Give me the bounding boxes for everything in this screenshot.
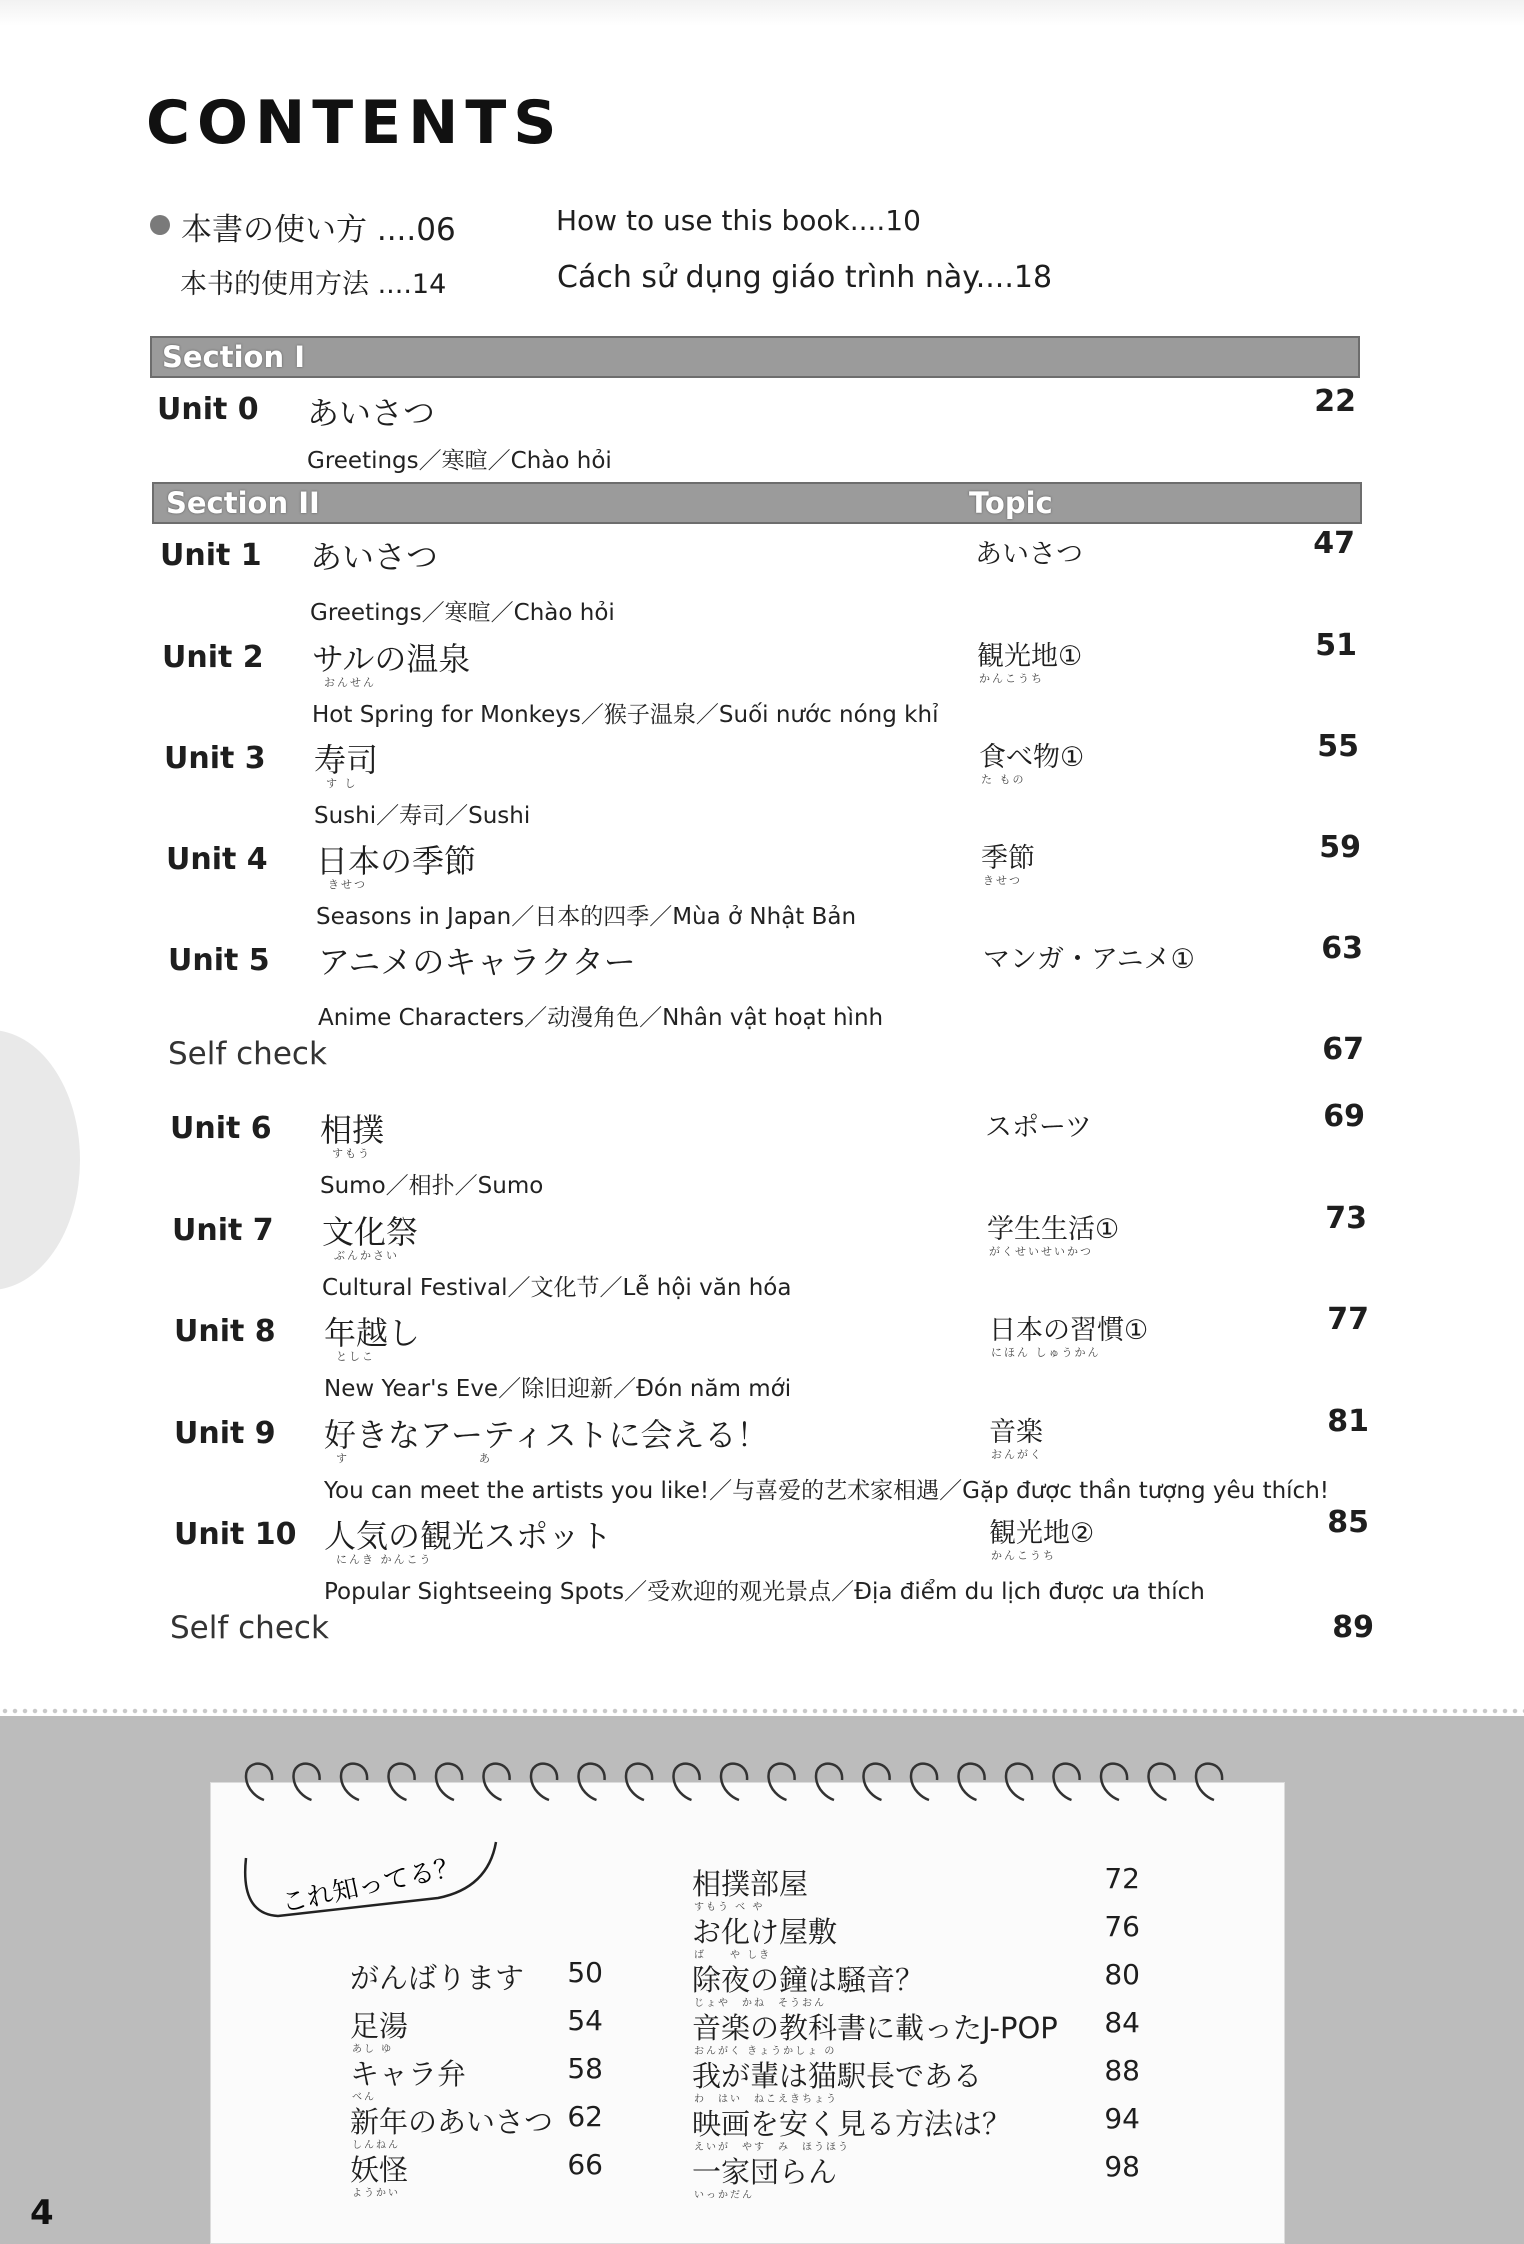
unit-page: 81 xyxy=(1327,1404,1369,1439)
unit-title-ruby: にんき かんこう xyxy=(336,1553,433,1566)
unit-topic: 観光地② xyxy=(989,1518,1095,1549)
box-left-item-page: 54 xyxy=(567,2004,603,2037)
unit-page: 55 xyxy=(1317,729,1359,764)
spiral-ring xyxy=(816,1764,842,1800)
unit-label: Unit 0 xyxy=(157,392,259,427)
unit-title: あいさつ xyxy=(310,538,439,576)
unit-subtitle: Sumo／相扑／Sumo xyxy=(320,1173,544,1199)
unit-label: Unit 9 xyxy=(174,1416,276,1451)
unit-label: Unit 4 xyxy=(166,842,268,877)
unit-label: Unit 3 xyxy=(164,741,266,776)
box-right-item: 相撲部屋 xyxy=(692,1867,809,1901)
unit-topic: 観光地① xyxy=(977,641,1083,672)
unit-title: 寿司 xyxy=(314,741,379,779)
self-check-1: Self check xyxy=(168,1036,327,1072)
unit-topic-ruby: かんこうち xyxy=(979,672,1044,685)
box-left-item: キャラ弁 xyxy=(350,2057,467,2091)
unit-subtitle: Greetings／寒暄／Chào hỏi xyxy=(307,448,612,474)
intro-en-link: How to use this book....10 xyxy=(556,204,921,237)
unit-topic-ruby: きせつ xyxy=(983,874,1022,887)
unit-topic: 食べ物① xyxy=(979,742,1085,773)
unit-topic-ruby: おんがく xyxy=(991,1448,1043,1461)
spiral-ring xyxy=(294,1764,320,1800)
unit-topic-ruby: にほん しゅうかん xyxy=(991,1346,1101,1359)
spiral-binding-icon xyxy=(230,1750,1250,1820)
spiral-ring xyxy=(1006,1764,1032,1800)
box-right-item: 除夜の鐘は騒音？ xyxy=(692,1963,925,1997)
self-check-1-page: 67 xyxy=(1322,1032,1364,1067)
box-left-item-page: 66 xyxy=(567,2148,603,2181)
spiral-ring xyxy=(626,1764,652,1800)
unit-topic: 季節 xyxy=(981,843,1035,874)
intro-ja-link: 本書の使い方 ....06 xyxy=(181,212,456,248)
intro-zh-link: 本书的使用方法 ....14 xyxy=(180,269,447,300)
section2-bar xyxy=(152,482,1362,524)
spiral-ring xyxy=(1196,1764,1222,1800)
unit-title: 年越し xyxy=(324,1314,421,1352)
unit-label: Unit 5 xyxy=(168,943,270,978)
unit-title: 好きなアーティストに会える！ xyxy=(324,1416,769,1454)
spiral-ring xyxy=(1101,1764,1127,1800)
page-top-edge xyxy=(0,0,1524,26)
spiral-ring xyxy=(674,1764,700,1800)
unit-subtitle: Seasons in Japan／日本的四季／Mùa ở Nhật Bản xyxy=(316,904,857,930)
unit-page: 69 xyxy=(1323,1099,1365,1134)
box-left-item: 妖怪 xyxy=(350,2153,409,2187)
box-heading: これ知ってる？ xyxy=(278,1850,463,1918)
spiral-ring xyxy=(389,1764,415,1800)
topic-label: Topic xyxy=(969,486,1053,520)
spiral-ring xyxy=(531,1764,557,1800)
box-right-item-page: 84 xyxy=(1104,2006,1140,2039)
unit-subtitle: New Year's Eve／除旧迎新／Đón năm mới xyxy=(324,1376,792,1402)
unit-label: Unit 6 xyxy=(170,1111,272,1146)
unit-title: サルの温泉 xyxy=(312,640,471,678)
spiral-ring xyxy=(911,1764,937,1800)
box-right-item-ruby: じょや かね そうおん xyxy=(694,1998,826,2009)
box-right-item: お化け屋敷 xyxy=(692,1915,838,1949)
unit-page: 85 xyxy=(1327,1505,1369,1540)
heading-bubble-icon xyxy=(238,1836,508,1936)
unit-label: Unit 7 xyxy=(172,1213,274,1248)
unit-title-ruby: すもう xyxy=(332,1147,371,1160)
spiral-ring xyxy=(864,1764,890,1800)
box-right-item-page: 76 xyxy=(1104,1910,1140,1943)
box-left-item-page: 50 xyxy=(567,1956,603,1989)
unit-subtitle: Hot Spring for Monkeys／猴子温泉／Suối nước nóng khỉ xyxy=(312,702,939,728)
box-left-item: 足湯 xyxy=(350,2009,409,2043)
spiral-ring xyxy=(769,1764,795,1800)
box-right-item-page: 88 xyxy=(1104,2054,1140,2087)
unit-title-ruby: きせつ xyxy=(328,878,367,891)
box-left-item-ruby: ようかい xyxy=(352,2188,400,2199)
box-right-item-ruby: おんがく きょうかしょ の xyxy=(694,2046,837,2057)
box-right-item-page: 94 xyxy=(1104,2102,1140,2135)
box-right-item-ruby: いっかだん xyxy=(694,2190,754,2201)
unit-subtitle: Cultural Festival／文化节／Lễ hội văn hóa xyxy=(322,1275,792,1301)
spiral-ring xyxy=(959,1764,985,1800)
page-edge-shadow xyxy=(0,1030,80,1290)
unit-topic-ruby: た もの xyxy=(981,773,1026,786)
box-right-item: 一家団らん xyxy=(692,2155,838,2189)
unit-title: アニメのキャラクター xyxy=(318,943,636,981)
spiral-ring xyxy=(1149,1764,1175,1800)
unit-label: Unit 8 xyxy=(174,1314,276,1349)
unit-topic: 音楽 xyxy=(989,1417,1043,1448)
spiral-ring xyxy=(436,1764,462,1800)
box-left-item-page: 62 xyxy=(567,2100,603,2133)
box-right-item-ruby: ば や しき xyxy=(694,1950,772,1961)
intro-vi-link: Cách sử dụng giáo trình này....18 xyxy=(557,260,1053,295)
unit-title: あいさつ xyxy=(307,394,436,432)
unit-topic-ruby: かんこうち xyxy=(991,1549,1056,1562)
unit-page: 77 xyxy=(1327,1302,1369,1337)
spiral-ring xyxy=(1054,1764,1080,1800)
unit-subtitle: Anime Characters／动漫角色／Nhân vật hoạt hình xyxy=(318,1005,884,1031)
unit-subtitle: Sushi／寿司／Sushi xyxy=(314,803,531,829)
unit-title: 日本の季節 xyxy=(316,842,477,880)
unit-title-ruby: としこ xyxy=(336,1350,375,1363)
unit-title-ruby: おんせん xyxy=(324,676,376,689)
unit-topic: スポーツ xyxy=(985,1112,1092,1143)
unit-subtitle: Popular Sightseeing Spots／受欢迎的观光景点／Địa điểm du lịch được ưa thích xyxy=(324,1579,1205,1605)
unit-title-ruby: す し xyxy=(326,777,358,790)
section1-label: Section I xyxy=(162,340,306,374)
section1-bar xyxy=(150,336,1360,378)
unit-topic: マンガ・アニメ① xyxy=(983,944,1195,975)
unit-subtitle: Greetings／寒暄／Chào hỏi xyxy=(310,600,615,626)
spiral-ring xyxy=(579,1764,605,1800)
box-right-item-page: 98 xyxy=(1104,2150,1140,2183)
spiral-ring xyxy=(246,1764,272,1800)
unit-label: Unit 2 xyxy=(162,640,264,675)
spiral-ring xyxy=(341,1764,367,1800)
unit-page: 22 xyxy=(1314,384,1356,419)
unit-subtitle: You can meet the artists you like!／与喜爱的艺术家相遇／Gặp được thần tượng yêu thích! xyxy=(324,1478,1329,1504)
box-right-item-ruby: すもう べ や xyxy=(694,1902,765,1913)
box-right-item-ruby: えいが やす み ほうほう xyxy=(694,2142,850,2153)
unit-label: Unit 1 xyxy=(160,538,262,573)
unit-page: 59 xyxy=(1319,830,1361,865)
box-right-item-page: 72 xyxy=(1104,1862,1140,1895)
page-number: 4 xyxy=(30,2193,54,2233)
bullet-icon xyxy=(150,215,170,235)
unit-title: 相撲 xyxy=(320,1111,385,1149)
box-left-item-page: 58 xyxy=(567,2052,603,2085)
unit-title-ruby: ぶんかさい xyxy=(334,1249,399,1262)
section2-label: Section II xyxy=(166,486,320,520)
unit-topic: あいさつ xyxy=(975,539,1083,570)
box-left-item: がんばります xyxy=(350,1961,525,1995)
unit-title: 人気の観光スポット xyxy=(324,1517,613,1555)
unit-title: 文化祭 xyxy=(322,1213,419,1251)
spiral-ring xyxy=(484,1764,510,1800)
page-title: CONTENTS xyxy=(146,88,564,158)
unit-topic-ruby: がくせいせいかつ xyxy=(989,1245,1093,1258)
spiral-ring xyxy=(721,1764,747,1800)
unit-page: 63 xyxy=(1321,931,1363,966)
box-left-item-ruby: べん xyxy=(352,2092,376,2103)
unit-label: Unit 10 xyxy=(174,1517,297,1552)
box-right-item: 音楽の教科書に載ったJ-POP xyxy=(692,2011,1058,2045)
box-left-item: 新年のあいさつ xyxy=(350,2105,554,2139)
unit-title-ruby: す あ xyxy=(336,1452,492,1465)
unit-page: 51 xyxy=(1315,628,1357,663)
unit-page: 73 xyxy=(1325,1201,1367,1236)
self-check-2: Self check xyxy=(170,1610,329,1646)
unit-page: 47 xyxy=(1313,526,1355,561)
box-right-item: 我が輩は猫駅長である xyxy=(692,2059,983,2093)
self-check-2-page: 89 xyxy=(1332,1610,1374,1645)
box-left-item-ruby: しんねん xyxy=(352,2140,400,2151)
box-right-item: 映画を安く見る方法は？ xyxy=(692,2107,1012,2141)
box-left-item-ruby: あし ゆ xyxy=(352,2044,394,2055)
box-right-item-ruby: わ はい ねこえきちょう xyxy=(694,2094,838,2105)
unit-topic: 学生生活① xyxy=(987,1214,1120,1245)
unit-topic: 日本の習慣① xyxy=(989,1315,1149,1346)
box-right-item-page: 80 xyxy=(1104,1958,1140,1991)
